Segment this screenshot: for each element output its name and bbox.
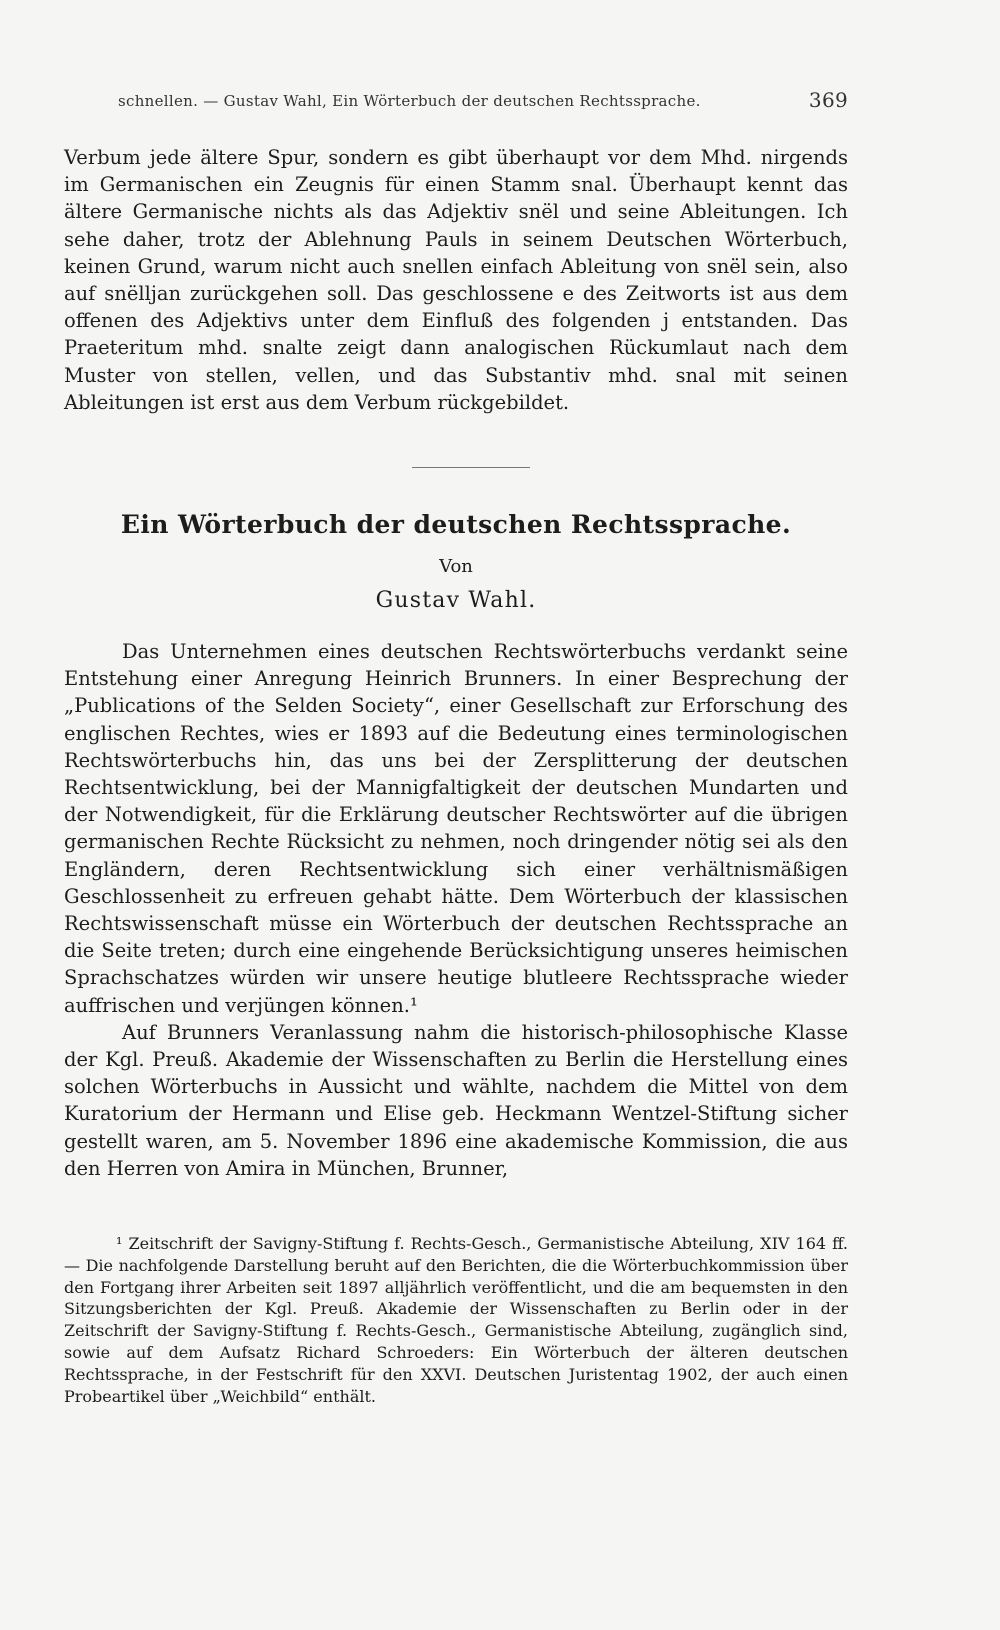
running-header bbox=[118, 88, 848, 112]
section-divider bbox=[412, 467, 530, 468]
article-body bbox=[64, 638, 848, 1182]
article-paragraph-1: Das Unternehmen eines deutschen Rechtswörterbuchs verdankt seine Entstehung einer Anregung Heinrich Brunners. In einer Besprechung der „Publications of the Selden Society“, einer Gesellschaft zur Erforschung des englischen Rechtes, wies er 1893 auf die Bedeutung eines terminologischen Rechtswörterbuchs hin, das uns bei der Zersplitterung der deutschen Rechtsentwicklung, bei der Mannigfaltigkeit der deutschen Mundarten und der Notwendigkeit, für die Erklärung deutscher Rechtswörter auf die übrigen germanischen Rechte Rücksicht zu nehmen, noch dringender nötig sei als den Engländern, deren Rechtsentwicklung sich einer verhältnismäßigen Geschlossenheit zu erfreuen gehabt hätte. Dem Wörterbuch der klassischen Rechtswissenschaft müsse ein Wörterbuch der deutschen Rechtssprache an die Seite treten; durch eine eingehende Berücksichtigung unseres heimischen Sprachschatzes würden wir unsere heutige blutleere Rechtssprache wieder auffrischen und verjüngen können.¹ bbox=[64, 640, 848, 1017]
footnote-block bbox=[64, 1233, 848, 1407]
article-title: Ein Wörterbuch der deutschen Rechtssprache. bbox=[120, 510, 792, 539]
byline-von: Von bbox=[439, 556, 473, 577]
paragraph-top-text: Verbum jede ältere Spur, sondern es gibt überhaupt vor dem Mhd. nirgends im Germanischen ein Zeugnis für einen Stamm snal. Überhaupt kennt das ältere Germanische nichts als das Adjektiv snël und seine Ableitungen. Ich sehe daher, trotz der Ablehnung Pauls in seinem Deutschen Wörterbuch, keinen Grund, warum nicht auch snellen einfach Ableitung von snël sein, also auf snëlljan zurückgehen soll. Das geschlossene e des Zeitworts ist aus dem offenen des Adjektivs unter dem Einfluß des folgenden j entstanden. Das Praeteritum mhd. snalte zeigt dann analogischen Rückumlaut nach dem Muster von stellen, vellen, und das Substantiv mhd. snal mit seinen Ableitungen ist erst aus dem Verbum rückgebildet. bbox=[64, 146, 848, 414]
continued-paragraph bbox=[64, 144, 848, 416]
page-number: 369 bbox=[808, 88, 848, 112]
running-title: schnellen. — Gustav Wahl, Ein Wörterbuch der deutschen Rechtssprache. bbox=[118, 92, 701, 110]
article-paragraph-2: Auf Brunners Veranlassung nahm die historisch-philosophische Klasse der Kgl. Preuß. Akademie der Wissenschaften zu Berlin die Herstellung eines solchen Wörterbuchs in Aussicht und wählte, nachdem die Mittel von dem Kuratorium der Hermann und Elise geb. Heckmann Wentzel-Stiftung sicher gestellt waren, am 5. November 1896 eine akademische Kommission, die aus den Herren von Amira in München, Brunner, bbox=[64, 1020, 848, 1180]
article-author: Gustav Wahl. bbox=[375, 588, 537, 613]
footnote-1: ¹ Zeitschrift der Savigny-Stiftung f. Rechts-Gesch., Germanistische Abteilung, XIV 164 ff. — Die nachfolgende Darstellung beruht auf den Berichten, die die Wörterbuchkommission über den Fortgang ihrer Arbeiten seit 1897 alljährlich veröffentlicht, und die am bequemsten in den Sitzungsberichten der Kgl. Preuß. Akademie der Wissenschaften zu Berlin oder in der Zeitschrift der Savigny-Stiftung f. Rechts-Gesch., Germanistische Abteilung, zugänglich sind, sowie auf dem Aufsatz Richard Schroeders: Ein Wörterbuch der älteren deutschen Rechtssprache, in der Festschrift für den XXVI. Deutschen Juristentag 1902, der auch einen Probeartikel über „Weichbild“ enthält. bbox=[64, 1234, 848, 1406]
